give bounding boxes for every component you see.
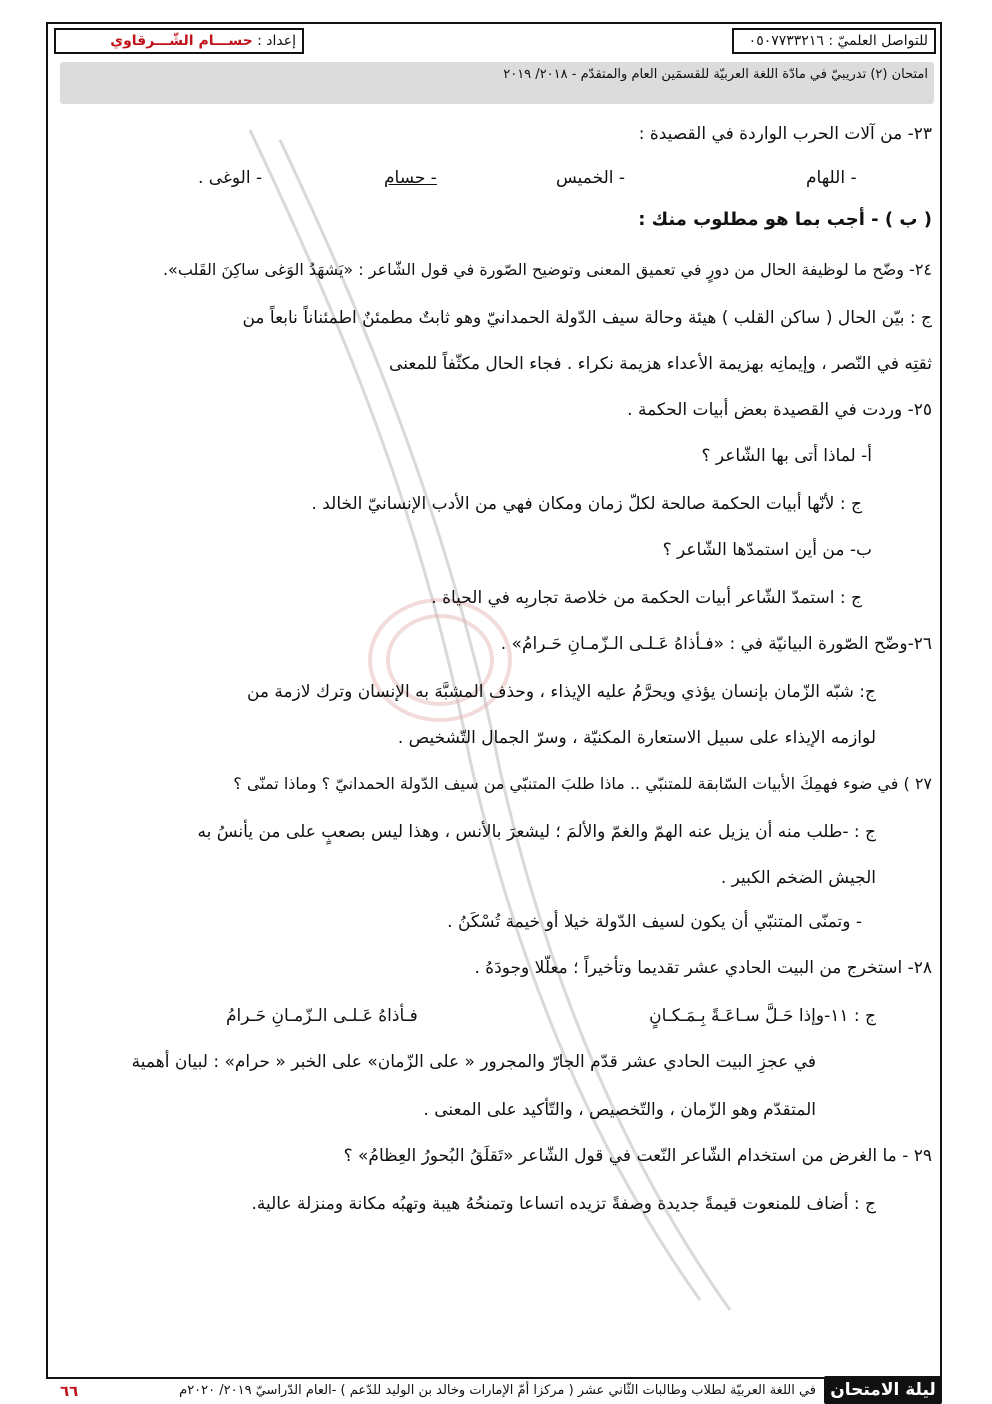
author-box xyxy=(54,28,304,54)
answer-28-verse-1: ج : ١١-وإذا حَـلَّ سـاعَـةً بِـمَـكـانٍ xyxy=(649,1006,876,1026)
page-number: ٦٦ xyxy=(60,1382,79,1400)
author-name: حســـام الشّـــرقاوي xyxy=(110,33,253,49)
question-23: ٢٣- من آلات الحرب الواردة في القصيدة : xyxy=(638,124,932,144)
answer-24-line-2: ثقتِه في النّصر ، وإيمانِه بهزيمة الأعداء هزيمة نكراء . فجاء الحال مكثّفاً للمعنى xyxy=(389,354,932,374)
choice-4: - الوغى . xyxy=(198,168,263,188)
answer-28-line-1: في عجزِ البيت الحادي عشر قدّم الجارّ والمجرور « على الزّمان» على الخبر « حرام» : لبيان أهمية xyxy=(131,1052,816,1072)
question-29: ٢٩ - ما الغرض من استخدام الشّاعر النّعت في قول الشّاعر «تَقلَقُ البُحورُ العِظامُ» ؟ xyxy=(343,1146,932,1166)
answer-28-line-2: المتقدّم وهو الزّمان ، والتّخصيص ، والتّأكيد على المعنى . xyxy=(423,1100,816,1120)
answer-26-line-1: ج: شبّه الزّمان بإنسان يؤذي ويحرَّمُ عليه الإيذاء ، وحذف المشبَّهَ به الإنسان وترك لازمة من xyxy=(246,682,876,702)
answer-25-a: ج : لأنّها أبيات الحكمة صالحة لكلّ زمان ومكان فهي من الأدب الإنسانيّ الخالد . xyxy=(311,494,862,514)
answer-24-line-1: ج : بيّن الحال ( ساكن القلب ) هيئة وحالة سيف الدّولة الحمدانيّ وهو ثابتٌ مطمئنٌ اطمئناناً نابعاً من xyxy=(242,308,932,328)
question-25-a: أ- لماذا أتى بها الشّاعر ؟ xyxy=(701,446,872,466)
question-26: ٢٦-وضّح الصّورة البيانيّة في : «فـأذاهُ عَـلـى الـزّمـانِ حَـرامُ» . xyxy=(500,634,932,654)
contact-text: للتواصل العلميّ : ٠٥٠٧٧٣٣٢١٦ xyxy=(748,33,928,49)
contact-box xyxy=(732,28,936,54)
answer-27-line-2: الجيش الضخم الكبير . xyxy=(720,868,876,888)
choice-2: - الخميس xyxy=(556,168,626,188)
footer-text: في اللغة العربيّة لطلاب وطالبات الثّاني عشر ( مركزا أمّ الإمارات وخالد بن الوليد للدّعم ) -العام الدّراسيّ ٢٠١٩/ ٢٠٢٠م xyxy=(179,1383,816,1398)
section-b-heading: ( ب ) - أجب بما هو مطلوب منك : xyxy=(638,209,932,230)
choice-3: - حسام xyxy=(384,168,437,188)
question-24: ٢٤- وضّح ما لوظيفة الحال من دورٍ في تعميق المعنى وتوضيح الصّورة في قول الشّاعر : «يَشهَدُ الوَغى ساكِنَ القَلب». xyxy=(162,260,932,279)
exam-title: امتحان (٢) تدريبيّ في مادّة اللغة العربيّة للقسمَين العام والمتقدّم - ٢٠١٨/ ٢٠١٩ xyxy=(503,67,928,82)
footer-badge: ليلة الامتحان xyxy=(824,1376,942,1404)
answer-29: ج : أضاف للمنعوت قيمةً جديدة وصفةً تزيده اتساعا وتمنحُهُ هيبة وتهبُه مكانة ومنزلة عالية. xyxy=(251,1194,876,1214)
answer-28-verse-2: فـأذاهُ عَـلـى الـزّمـانِ حَـرامُ xyxy=(226,1006,418,1026)
footer xyxy=(46,1380,942,1402)
question-25: ٢٥- وردت في القصيدة بعض أبيات الحكمة . xyxy=(627,400,932,420)
answer-25-b: ج : استمدّ الشّاعر أبيات الحكمة من خلاصة تجاربِه في الحياة . xyxy=(431,588,862,608)
question-28: ٢٨- استخرج من البيت الحادي عشر تقديما وتأخيراً ؛ معلّلا وجودَهُ . xyxy=(474,958,932,978)
author-label: إعداد : xyxy=(257,33,296,49)
question-27: ٢٧ ) في ضوء فهمِكَ الأبيات السّابقة للمتنبّي .. ماذا طلبَ المتنبّي من سيف الدّولة الحمدانيّ ؟ وماذا تمنّى ؟ xyxy=(233,774,932,793)
question-25-b: ب- من أين استمدّها الشّاعر ؟ xyxy=(662,540,872,560)
answer-27-line-3: - وتمنّى المتنبّي أن يكون لسيف الدّولة خيلا أو خيمة تُسْكَنُ . xyxy=(447,912,862,932)
answer-27-line-1: ج : -طلب منه أن يزيل عنه الهمّ والغمّ والألمَ ؛ ليشعرَ بالأنس ، وهذا ليس بصعبٍ على من يأنسُ به xyxy=(197,822,876,842)
choice-1: - اللهام xyxy=(806,168,857,188)
answer-26-line-2: لوازمه الإيذاء على سبيل الاستعارة المكنيّة ، وسرّ الجمال التّشخيص . xyxy=(397,728,876,748)
